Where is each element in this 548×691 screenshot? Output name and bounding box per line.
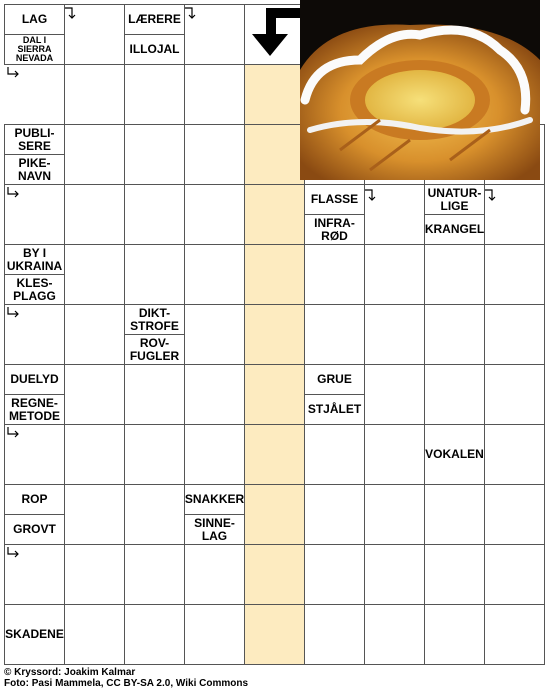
- arrow-down-right-icon: [6, 426, 22, 440]
- answer-cell[interactable]: [364, 604, 425, 665]
- answer-cell[interactable]: [64, 184, 125, 245]
- clue-c24: SKADENE: [4, 604, 65, 665]
- credit-photo: Foto: Pasi Mammela, CC BY-SA 2.0, Wiki Commons: [4, 678, 249, 689]
- answer-cell[interactable]: [424, 604, 485, 665]
- answer-cell[interactable]: [484, 424, 545, 485]
- answer-cell[interactable]: [304, 424, 365, 485]
- answer-cell[interactable]: [124, 244, 185, 305]
- clue-c13: DIKT- STROFE: [124, 304, 185, 335]
- solution-cell[interactable]: [244, 364, 305, 425]
- answer-cell[interactable]: [484, 544, 545, 605]
- arrow-right-down-icon: [184, 6, 200, 20]
- clue-c9: UNATUR- LIGE: [424, 184, 485, 215]
- answer-cell[interactable]: [184, 304, 245, 365]
- answer-cell[interactable]: [364, 424, 425, 485]
- arrow-down-right-icon: [6, 66, 22, 80]
- answer-cell[interactable]: [424, 304, 485, 365]
- solution-cell[interactable]: [244, 244, 305, 305]
- answer-cell[interactable]: [64, 304, 125, 365]
- solution-cell[interactable]: [244, 424, 305, 485]
- answer-cell[interactable]: [304, 604, 365, 665]
- answer-cell[interactable]: [364, 484, 425, 545]
- solution-arrow-icon: [246, 6, 300, 60]
- clue-c22: SNAKKER: [184, 484, 245, 515]
- answer-cell[interactable]: [64, 64, 125, 125]
- solution-cell[interactable]: [244, 484, 305, 545]
- clue-c17: GRUE: [304, 364, 365, 395]
- answer-cell[interactable]: [364, 544, 425, 605]
- solution-cell[interactable]: [244, 184, 305, 245]
- answer-cell[interactable]: [304, 244, 365, 305]
- clue-c15: DUELYD: [4, 364, 65, 395]
- answer-cell[interactable]: [64, 604, 125, 665]
- answer-cell[interactable]: [64, 244, 125, 305]
- clue-c3: LÆRERE: [124, 4, 185, 35]
- clue-c1: LAG: [4, 4, 65, 35]
- pastry-photo: [300, 0, 540, 180]
- solution-cell[interactable]: [244, 124, 305, 185]
- solution-cell[interactable]: [244, 604, 305, 665]
- answer-cell[interactable]: [424, 364, 485, 425]
- answer-cell[interactable]: [124, 604, 185, 665]
- answer-cell[interactable]: [124, 64, 185, 125]
- clue-c5: PUBLI- SERE: [4, 124, 65, 155]
- answer-cell[interactable]: [364, 364, 425, 425]
- clue-c23: SINNE- LAG: [184, 514, 245, 545]
- answer-cell[interactable]: [184, 244, 245, 305]
- clue-c4: ILLOJAL: [124, 34, 185, 65]
- answer-cell[interactable]: [364, 304, 425, 365]
- solution-cell[interactable]: [244, 544, 305, 605]
- credits: [4, 667, 248, 689]
- answer-cell[interactable]: [184, 124, 245, 185]
- answer-cell[interactable]: [424, 244, 485, 305]
- answer-cell[interactable]: [64, 484, 125, 545]
- answer-cell[interactable]: [184, 544, 245, 605]
- solution-cell[interactable]: [244, 304, 305, 365]
- answer-cell[interactable]: [304, 544, 365, 605]
- arrow-down-right-icon: [6, 546, 22, 560]
- arrow-right-down-icon: [484, 188, 500, 202]
- credit-crossword: © Kryssord: Joakim Kalmar: [4, 667, 136, 678]
- clue-c20: ROP: [4, 484, 65, 515]
- clue-c18: STJÅLET: [304, 394, 365, 425]
- clue-c8: INFRA- RØD: [304, 214, 365, 245]
- clue-c16: REGNE- METODE: [4, 394, 65, 425]
- answer-cell[interactable]: [64, 424, 125, 485]
- answer-cell[interactable]: [64, 544, 125, 605]
- answer-cell[interactable]: [484, 364, 545, 425]
- answer-cell[interactable]: [484, 604, 545, 665]
- answer-cell[interactable]: [124, 184, 185, 245]
- answer-cell[interactable]: [424, 544, 485, 605]
- answer-cell[interactable]: [484, 484, 545, 545]
- clue-c12: KLES- PLAGG: [4, 274, 65, 305]
- clue-c2: DAL I SIERRA NEVADA: [4, 34, 65, 65]
- answer-cell[interactable]: [64, 364, 125, 425]
- clue-c19: VOKALEN: [424, 424, 485, 485]
- arrow-right-down-icon: [64, 6, 80, 20]
- answer-cell[interactable]: [184, 184, 245, 245]
- clue-c7: FLASSE: [304, 184, 365, 215]
- answer-cell[interactable]: [124, 424, 185, 485]
- arrow-down-right-icon: [6, 306, 22, 320]
- answer-cell[interactable]: [124, 124, 185, 185]
- answer-cell[interactable]: [124, 544, 185, 605]
- answer-cell[interactable]: [364, 244, 425, 305]
- clue-c10: KRANGEL: [424, 214, 485, 245]
- clue-c14: ROV- FUGLER: [124, 334, 185, 365]
- clue-c21: GROVT: [4, 514, 65, 545]
- clue-c6: PIKE- NAVN: [4, 154, 65, 185]
- answer-cell[interactable]: [484, 244, 545, 305]
- arrow-right-down-icon: [364, 188, 380, 202]
- answer-cell[interactable]: [184, 424, 245, 485]
- answer-cell[interactable]: [424, 484, 485, 545]
- arrow-down-right-icon: [6, 186, 22, 200]
- answer-cell[interactable]: [124, 364, 185, 425]
- answer-cell[interactable]: [304, 484, 365, 545]
- answer-cell[interactable]: [184, 364, 245, 425]
- answer-cell[interactable]: [304, 304, 365, 365]
- clue-c11: BY I UKRAINA: [4, 244, 65, 275]
- answer-cell[interactable]: [484, 304, 545, 365]
- solution-cell[interactable]: [244, 64, 305, 125]
- answer-cell[interactable]: [64, 124, 125, 185]
- answer-cell[interactable]: [184, 64, 245, 125]
- answer-cell[interactable]: [184, 604, 245, 665]
- answer-cell[interactable]: [124, 484, 185, 545]
